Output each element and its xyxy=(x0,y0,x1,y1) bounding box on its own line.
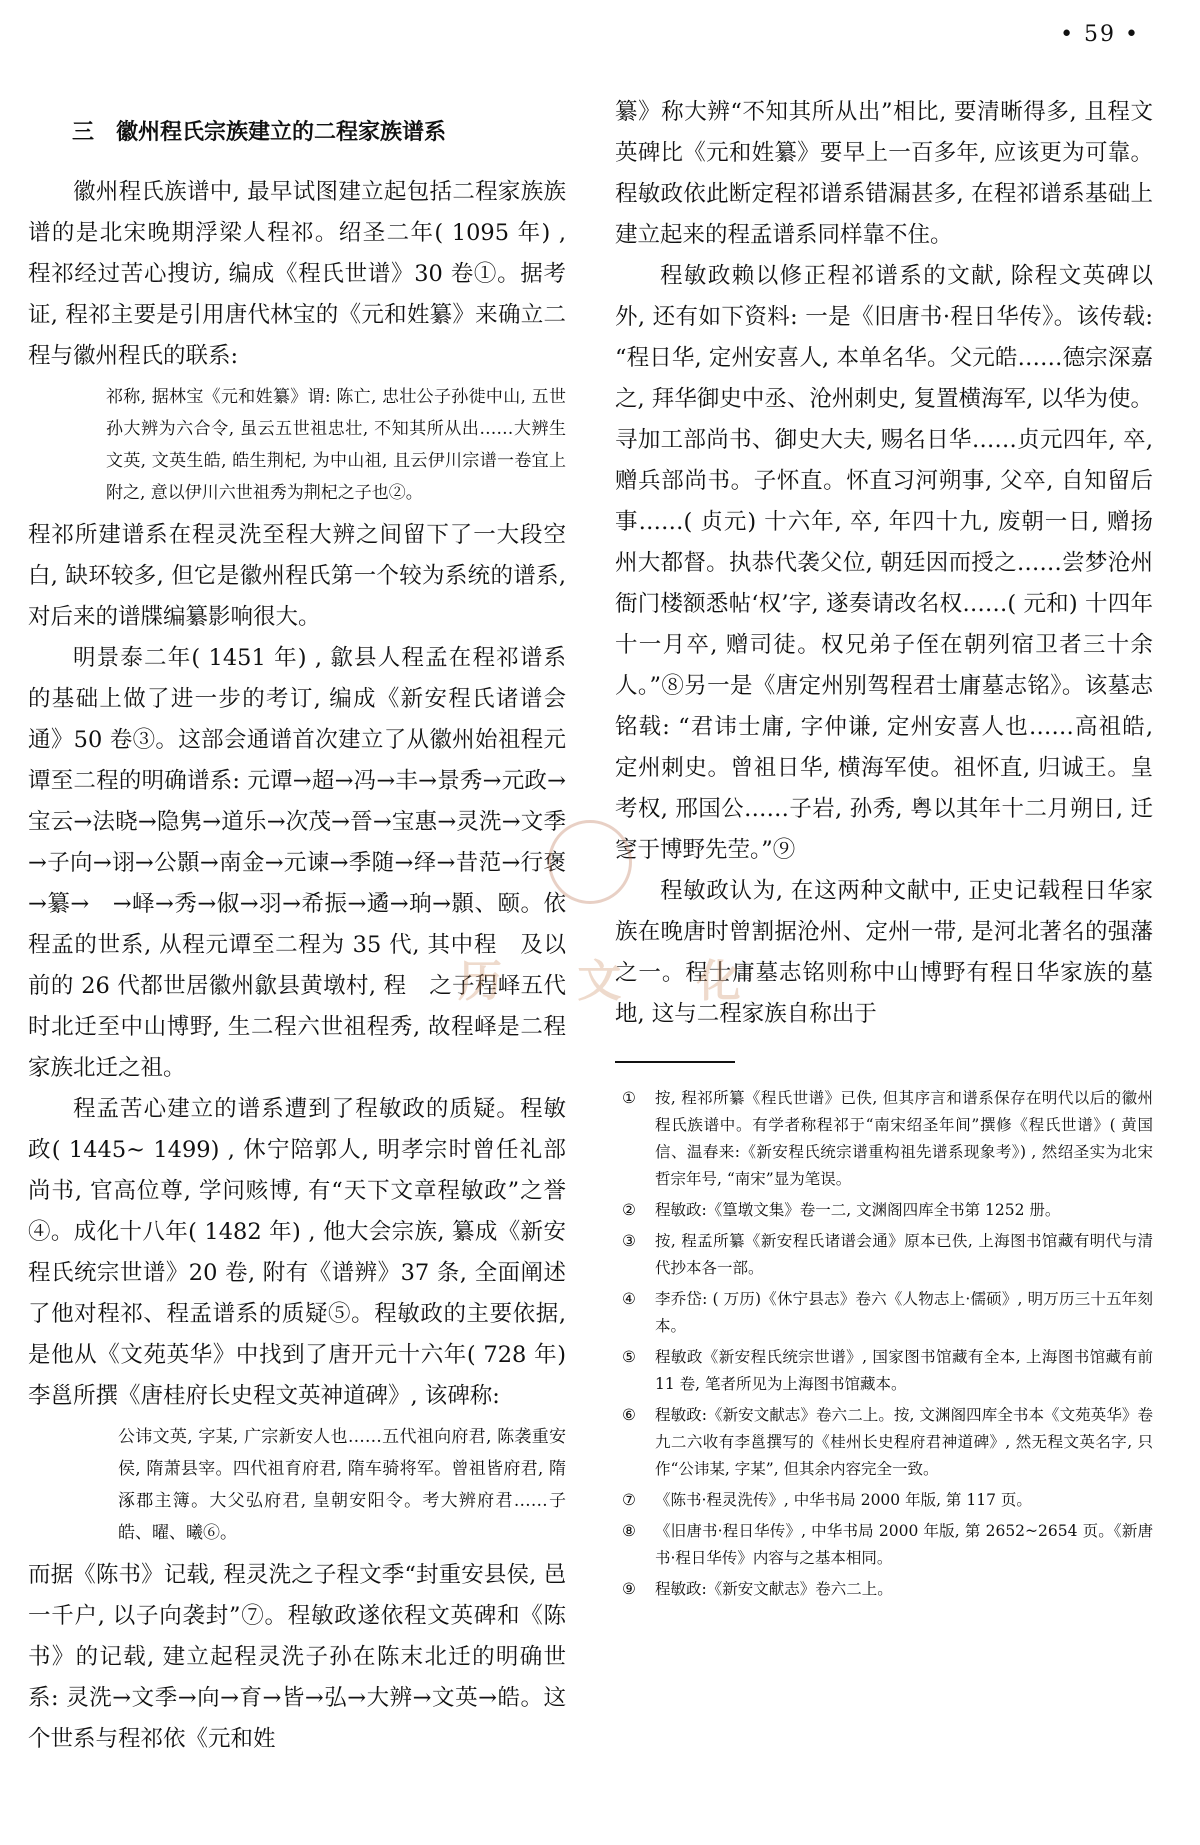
footnote-mark: ② xyxy=(622,1201,636,1219)
footnote xyxy=(615,1085,1153,1193)
footnote xyxy=(615,1576,1153,1603)
footnote-list xyxy=(615,1085,1153,1603)
block-quote: 祁称, 据林宝《元和姓纂》谓: 陈亡, 忠壮公子孙徙中山, 五世孙大辨为六合令, 虽云五世祖忠壮, 不知其所从出……大辨生文英, 文英生皓, 皓生荆杞, 为中山祖, 且云伊川宗谱一卷宜上附之, 意以伊川六世祖秀为荆杞之子也②。 xyxy=(106,387,566,503)
body-paragraph: 徽州程氏族谱中, 最早试图建立起包括二程家族族谱的是北宋晚期浮梁人程祁。绍圣二年( 1095 年) , 程祁经过苦心搜访, 编成《程氏世谱》30 卷①。据考证, 程祁主要是引用唐代林宝的《元和姓纂》来确立二程与徽州程氏的联系: xyxy=(28,179,566,369)
body-paragraph: 程敏政认为, 在这两种文献中, 正史记载程日华家族在晚唐时曾割据沧州、定州一带, 是河北著名的强藩之一。程士庸墓志铭则称中山博野有程日华家族的墓地, 这与二程家族自称出于 xyxy=(615,878,1153,1027)
footnote-text: 《旧唐书·程日华传》, 中华书局 2000 年版, 第 2652~2654 页。《新唐书·程日华传》内容与之基本相同。 xyxy=(655,1522,1153,1567)
seal-stamp xyxy=(548,820,632,904)
section-title: 三 徽州程氏宗族建立的二程家族谱系 xyxy=(72,119,447,145)
footnote-text: 李乔岱: ( 万历)《休宁县志》卷六《人物志上·儒硕》, 明万历三十五年刻本。 xyxy=(655,1290,1153,1335)
body-paragraph: 纂》称大辨“不知其所从出”相比, 要清晰得多, 且程文英碑比《元和姓纂》要早上一百多年, 应该更为可靠。程敏政依此断定程祁谱系错漏甚多, 在程祁谱系基础上建立起来的程孟谱系同样靠不住。 xyxy=(615,99,1153,248)
footnote-mark: ④ xyxy=(622,1290,636,1308)
footnote-mark: ⑤ xyxy=(622,1348,636,1366)
footnote-text: 按, 程祁所纂《程氏世谱》已佚, 但其序言和谱系保存在明代以后的徽州程氏族谱中。有学者称程祁于“南宋绍圣年间”撰修《程氏世谱》( 黄国信、温春来:《新安程氏统宗谱重构祖先谱系现象考》) , 然绍圣实为北宋哲宗年号, “南宋”显为笔误。 xyxy=(655,1089,1153,1188)
footnote xyxy=(615,1286,1153,1340)
footnote-mark: ⑨ xyxy=(622,1580,636,1598)
footnote-divider xyxy=(615,1061,735,1063)
body-paragraph: 程孟苦心建立的谱系遭到了程敏政的质疑。程敏政( 1445~ 1499) , 休宁陪郭人, 明孝宗时曾任礼部尚书, 官高位尊, 学问赅博, 有“天下文章程敏政”之誉④。成化十八年( 1482 年) , 他大会宗族, 纂成《新安程氏统宗世谱》20 卷, 附有《谱辨》37 条, 全面阐述了他对程祁、程孟谱系的质疑⑤。程敏政的主要依据, 是他从《文苑英华》中找到了唐开元十六年( 728 年) 李邕所撰《唐桂府长史程文英神道碑》, 该碑称: xyxy=(28,1096,566,1409)
page-number: • 59 • xyxy=(1060,22,1140,47)
body-paragraph: 而据《陈书》记载, 程灵洗之子程文季“封重安县侯, 邑一千户, 以子向袭封”⑦。程敏政遂依程文英碑和《陈书》的记载, 建立起程灵洗子孙在陈末北迁的明确世系: 灵洗→文季→向→育→皆→弘→大辨→文英→皓。这个世系与程祁依《元和姓 xyxy=(28,1562,566,1752)
footnote xyxy=(615,1344,1153,1398)
footnote-text: 程敏政:《新安文献志》卷六二上。按, 文渊阁四库全书本《文苑英华》卷九二六收有李邕撰写的《桂州长史程府君神道碑》, 然无程文英名字, 只作“公讳某, 字某”, 但其余内容完全一致。 xyxy=(655,1406,1153,1478)
body-paragraph: 程祁所建谱系在程灵洗至程大辨之间留下了一大段空白, 缺环较多, 但它是徽州程氏第一个较为系统的谱系, 对后来的谱牒编纂影响很大。 xyxy=(28,522,566,630)
footnote-mark: ⑧ xyxy=(622,1522,636,1540)
footnote-text: 程敏政《新安程氏统宗世谱》, 国家图书馆藏有全本, 上海图书馆藏有前 11 卷, 笔者所见为上海图书馆藏本。 xyxy=(655,1348,1153,1393)
footnote-text: 程敏政:《篁墩文集》卷一二, 文渊阁四库全书第 1252 册。 xyxy=(655,1201,1061,1219)
footnote xyxy=(615,1197,1153,1224)
body-paragraph: 明景泰二年( 1451 年) , 歙县人程孟在程祁谱系的基础上做了进一步的考订, 编成《新安程氏诸谱会通》50 卷③。这部会通谱首次建立了从徽州始祖程元谭至二程的明确谱系: 元谭→超→冯→丰→景秀→元政→宝云→法晓→隐隽→道乐→次茂→晉→宝惠→灵洗→文季→子向→诩→公顥→南金→元谏→季随→绎→昔范→行褒→纂→ →峄→秀→俶→羽→希振→遹→珦→顥、颐。依程孟的世系, 从程元谭至二程为 35 代, 其中程 及以前的 26 代都世居徽州歙县黄墩村, 程 之子程峄五代时北迁至中山博野, 生二程六世祖程秀, 故程峄是二程家族北迁之祖。 xyxy=(28,645,566,1081)
footnote-mark: ③ xyxy=(622,1232,636,1250)
footnote xyxy=(615,1487,1153,1514)
footnote xyxy=(615,1228,1153,1282)
footnote xyxy=(615,1402,1153,1483)
body-paragraph: 程敏政赖以修正程祁谱系的文献, 除程文英碑以外, 还有如下资料: 一是《旧唐书·程日华传》。该传载: “程日华, 定州安喜人, 本单名华。父元皓……德宗深嘉之, 拜华御史中丞、沧州刺史, 复置横海军, 以华为使。寻加工部尚书、御史大夫, 赐名日华……贞元四年, 卒, 赠兵部尚书。子怀直。怀直习河朔事, 父卒, 自知留后事……( 贞元) 十六年, 卒, 年四十九, 废朝一日, 赠扬州大都督。执恭代袭父位, 朝廷因而授之……尝梦沧州衙门楼额悉帖‘权’字, 遂奏请改名权……( 元和) 十四年十一月卒, 赠司徒。权兄弟子侄在朝列宿卫者三十余人。”⑧另一是《唐定州别驾程君士庸墓志铭》。该墓志铭载: “君讳士庸, 字仲谦, 定州安喜人也……高祖皓, 定州刺史。曾祖日华, 横海军使。祖怀直, 归诚王。皇考权, 邢国公……子岩, 孙秀, 粤以其年十二月朔日, 迁窆于博野先茔。”⑨ xyxy=(615,263,1153,863)
footnote-mark: ① xyxy=(622,1089,636,1107)
right-column xyxy=(615,92,1153,1607)
footnote xyxy=(615,1518,1153,1572)
block-quote: 公讳文英, 字某, 广宗新安人也……五代祖向府君, 陈袭重安侯, 隋萧县宰。四代祖育府君, 隋车骑将军。曾祖皆府君, 隋涿郡主簿。大父弘府君, 皇朝安阳令。考大辨府君……子皓、曜、曦⑥。 xyxy=(118,1427,566,1543)
footnote-text: 程敏政:《新安文献志》卷六二上。 xyxy=(655,1580,893,1598)
footnote-mark: ⑦ xyxy=(622,1491,636,1509)
footnote-text: 《陈书·程灵洗传》, 中华书局 2000 年版, 第 117 页。 xyxy=(655,1491,1032,1509)
footnote-mark: ⑥ xyxy=(622,1406,636,1424)
watermark: 历 文 化 xyxy=(458,956,771,1007)
left-column xyxy=(28,95,566,1760)
footnote-text: 按, 程孟所纂《新安程氏诸谱会通》原本已佚, 上海图书馆藏有明代与清代抄本各一部。 xyxy=(655,1232,1153,1277)
